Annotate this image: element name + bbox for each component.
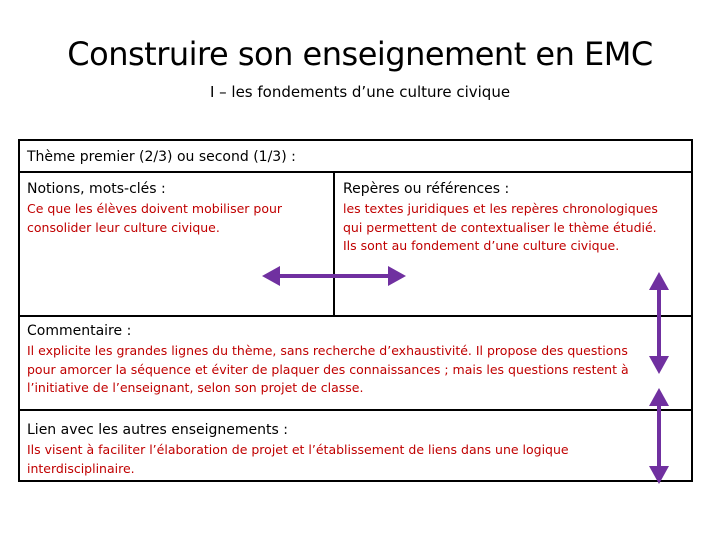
lien-label: Lien avec les autres enseignements : <box>27 422 288 438</box>
commentaire-text: Il explicite les grandes lignes du thème, sans recherche d’exhaustivité. Il propose des questions pour amorcer la séquence et éviter de plaquer des connaissances ; mais les questions restent à l’initiative de l’enseignant, selon son projet de classe. <box>27 343 629 395</box>
reperes-label: Repères ou références : <box>343 181 510 197</box>
notions-label: Notions, mots-clés : <box>27 181 166 197</box>
lien-text: Ils visent à faciliter l’élaboration de projet et l’établissement de liens dans une logique interdisciplinaire. <box>27 442 569 476</box>
vertical-double-arrow-icon <box>649 388 669 484</box>
theme-label: Thème premier (2/3) ou second (1/3) : <box>27 149 296 165</box>
vertical-double-arrow-icon <box>649 272 669 374</box>
horizontal-double-arrow-icon <box>262 266 406 286</box>
reperes-text: les textes juridiques et les repères chronologiques qui permettent de contextualiser le thème étudié. Ils sont au fondement d’une culture civique. <box>343 201 658 253</box>
commentaire-label: Commentaire : <box>27 323 132 339</box>
page-subtitle: I – les fondements d’une culture civique <box>209 83 511 101</box>
page-title: Construire son enseignement en EMC <box>67 35 653 73</box>
notions-text: Ce que les élèves doivent mobiliser pour consolider leur culture civique. <box>27 201 283 235</box>
